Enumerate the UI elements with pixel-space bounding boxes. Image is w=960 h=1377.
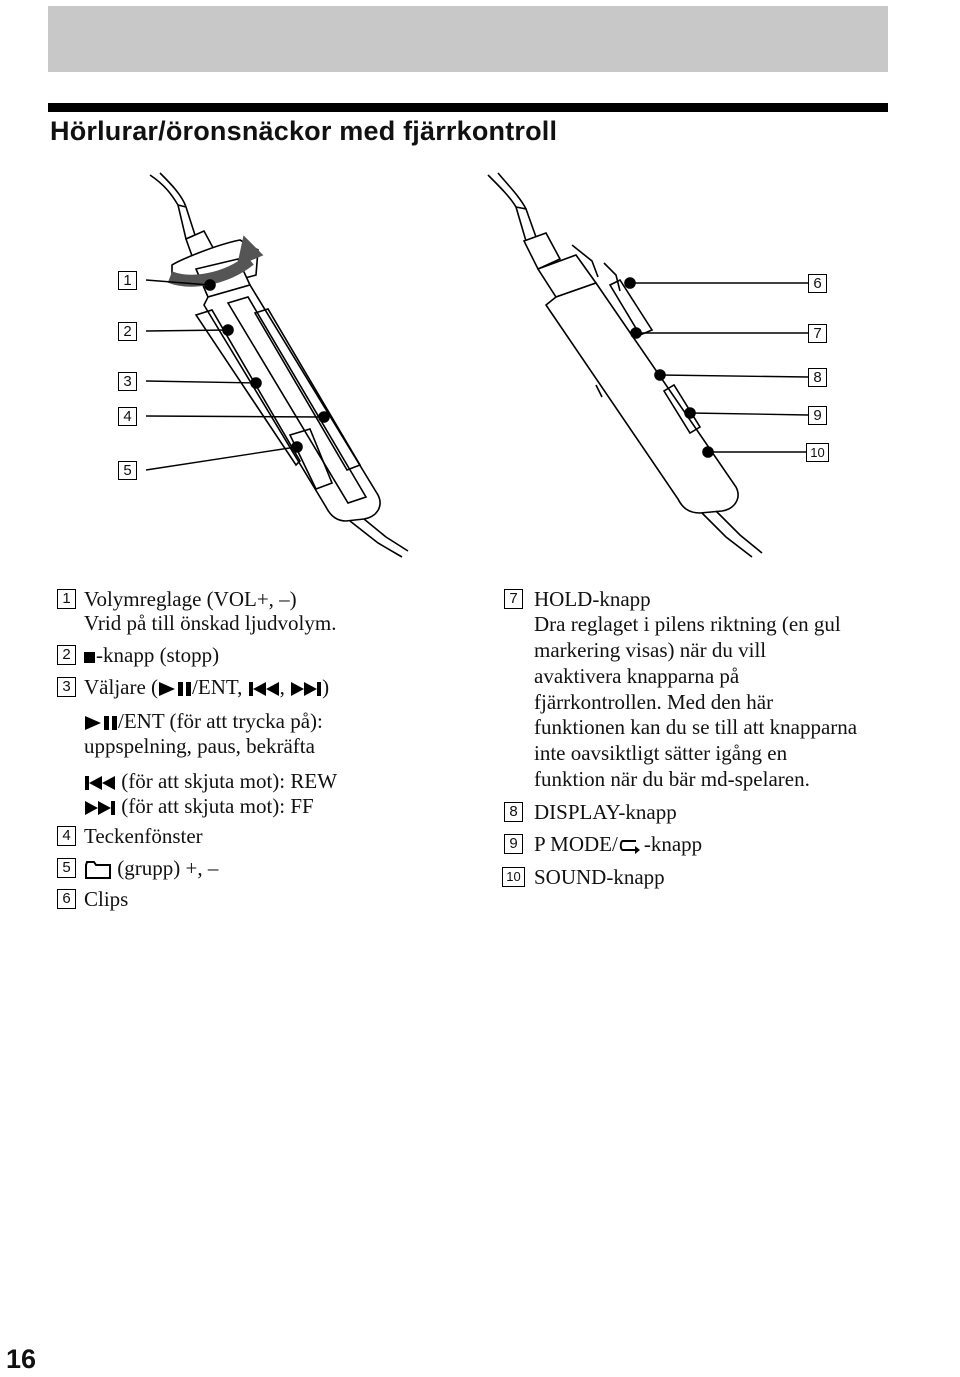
item-number: 2 (57, 645, 76, 665)
item-label-part: ) (322, 675, 330, 699)
item-label: -knapp (stopp) (96, 643, 220, 667)
callout-3: 3 (118, 372, 137, 391)
item-sub-text: (för att skjuta mot): REW (116, 769, 338, 793)
item-sub-text: /ENT (för att trycka på): (118, 709, 323, 733)
callout-4: 4 (118, 407, 137, 426)
item-number: 7 (504, 589, 523, 609)
item-desc-line: avaktivera knapparna på (534, 664, 740, 688)
remote-control-illustration (0, 165, 960, 565)
item-3-sub3 (84, 793, 314, 819)
item-5 (84, 855, 218, 881)
callout-2: 2 (118, 322, 137, 341)
item-sub-text: uppspelning, paus, bekräfta (84, 734, 315, 758)
callout-10: 10 (806, 443, 829, 462)
item-label: Clips (84, 887, 129, 911)
item-3-sub2 (84, 768, 337, 794)
callout-7: 7 (808, 324, 827, 343)
page-number: 16 (6, 1344, 37, 1374)
item-desc-line: Dra reglaget i pilens riktning (en gul (534, 612, 841, 636)
section-rule (48, 103, 888, 112)
item-label-part: , (279, 675, 291, 699)
header-bar (48, 6, 888, 72)
group-folder-icon (84, 860, 112, 880)
page-title: Hörlurar/öronsnäckor med fjärrkontroll (50, 116, 558, 146)
repeat-icon (618, 838, 644, 854)
remote-drawing (0, 165, 960, 565)
prev-track-icon (84, 775, 116, 791)
play-pause-icon (158, 681, 192, 697)
item-sub-text: (för att skjuta mot): FF (116, 794, 314, 818)
item-desc-line: fjärrkontrollen. Med den här (534, 690, 774, 714)
item-label: Teckenfönster (84, 824, 203, 848)
item-desc-line: funktionen kan du se till att knapparna (534, 715, 858, 739)
callout-8: 8 (808, 368, 827, 387)
item-label: HOLD-knapp (534, 587, 651, 611)
item-label: Volymreglage (VOL+, –) (84, 587, 297, 611)
item-desc: Vrid på till önskad ljudvolym. (84, 611, 337, 635)
item-label: DISPLAY-knapp (534, 800, 677, 824)
callout-1: 1 (118, 271, 137, 290)
callout-9: 9 (808, 406, 827, 425)
next-track-icon (290, 681, 322, 697)
item-label-part: -knapp (643, 832, 703, 856)
item-2 (84, 642, 219, 668)
item-label-part: /ENT, (192, 675, 248, 699)
prev-track-icon (248, 681, 280, 697)
item-desc-line: markering visas) när du vill (534, 638, 767, 662)
item-number: 9 (504, 834, 523, 854)
item-number: 6 (57, 889, 76, 909)
item-label: (grupp) +, – (112, 856, 219, 880)
item-number: 3 (57, 677, 76, 697)
callout-6: 6 (808, 274, 827, 293)
item-desc-line: inte oavsiktligt sätter igång en (534, 741, 788, 765)
item-3-label (84, 674, 329, 700)
stop-icon (84, 652, 95, 663)
item-9 (534, 831, 702, 857)
item-desc-line: funktion när du bär md-spelaren. (534, 767, 810, 791)
callout-5: 5 (118, 461, 137, 480)
item-label: SOUND-knapp (534, 865, 665, 889)
play-pause-icon (84, 715, 118, 731)
item-number: 10 (502, 867, 525, 887)
item-number: 5 (57, 858, 76, 878)
item-number: 8 (504, 802, 523, 822)
item-number: 1 (57, 589, 76, 609)
item-label-part: Väljare ( (84, 675, 159, 699)
next-track-icon (84, 800, 116, 816)
item-number: 4 (57, 826, 76, 846)
item-3-sub1 (84, 708, 323, 734)
item-label-part: P MODE/ (534, 832, 618, 856)
